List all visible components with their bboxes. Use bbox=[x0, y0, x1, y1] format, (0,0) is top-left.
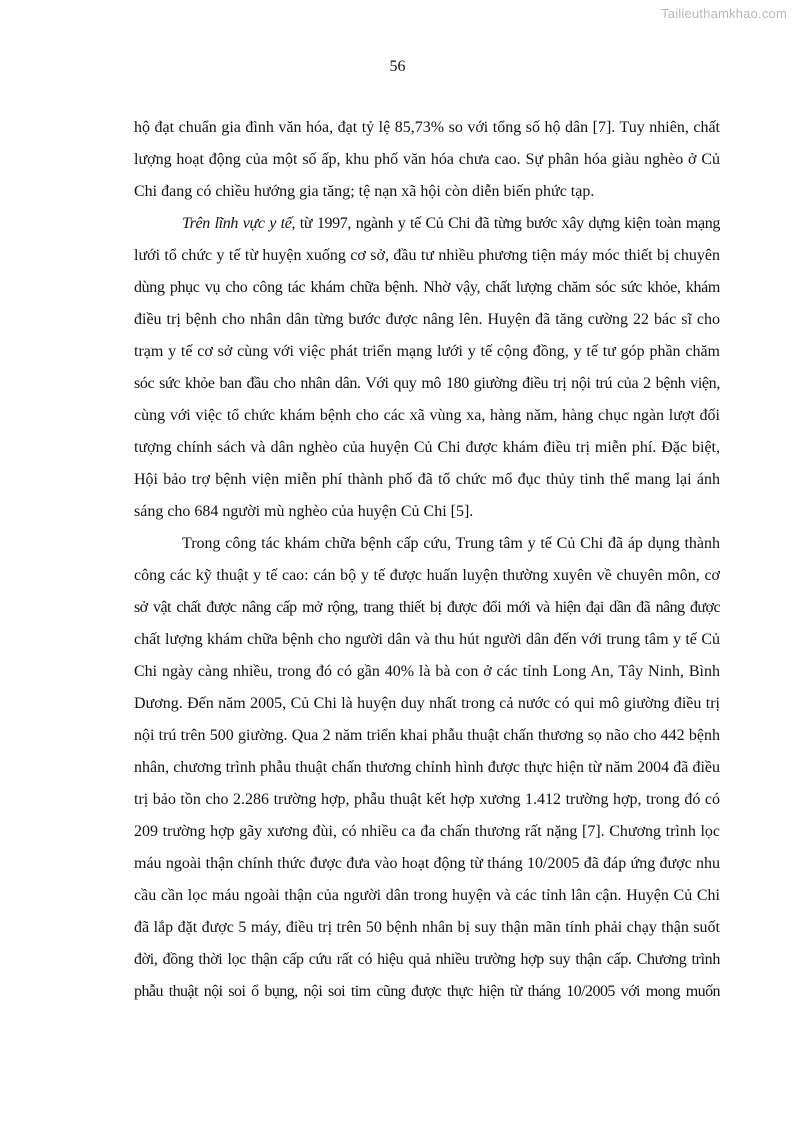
text-line: Trong công tác khám chữa bệnh cấp cứu, Trung tâm y tế Củ Chi đã áp dụng thành bbox=[182, 535, 720, 552]
text-line: sáng cho 684 người mù nghèo của huyện Củ Chi [5]. bbox=[134, 503, 474, 520]
text-line bbox=[182, 212, 720, 236]
text-line: nội trú trên 500 giường. Qua 2 năm triển khai phẫu thuật chấn thương sọ não cho 442 bệnh bbox=[134, 727, 720, 744]
text-line: lưới tổ chức y tế từ huyện xuống cơ sở, đầu tư nhiều phương tiện máy móc thiết bị chuyên bbox=[134, 247, 720, 264]
text-line: máu ngoài thận chính thức được đưa vào hoạt động từ tháng 10/2005 đã đáp ứng được nhu bbox=[134, 855, 720, 872]
text-line: 209 trường hợp gãy xương đùi, có nhiều ca đa chấn thương rất nặng [7]. Chương trình lọc bbox=[134, 823, 720, 840]
text-line: hộ đạt chuẩn gia đình văn hóa, đạt tỷ lệ 85,73% so với tổng số hộ dân [7]. Tuy nhiên, chất bbox=[134, 119, 720, 136]
watermark: Tailieuthamkhao.com bbox=[661, 6, 787, 21]
text-line: điều trị bệnh cho nhân dân từng bước được nâng lên. Huyện đã tăng cường 22 bác sĩ cho bbox=[134, 311, 720, 328]
text-line: Chi ngày càng nhiều, trong đó có gần 40% là bà con ở các tỉnh Long An, Tây Ninh, Bình bbox=[134, 663, 720, 680]
text-line: cầu cần lọc máu ngoài thận của người dân trong huyện và các tỉnh lân cận. Huyện Củ Chi bbox=[134, 887, 720, 904]
text-line: đời, đồng thời lọc thận cấp cứu rất có hiệu quả nhiều trường hợp suy thận cấp. Chương trình bbox=[134, 951, 720, 968]
text-line: cùng với việc tổ chức khám bệnh cho các xã vùng xa, hàng năm, hàng chục ngàn lượt đối bbox=[134, 407, 720, 424]
text-line: trạm y tế cơ sở cùng với việc phát triển mạng lưới y tế cộng đồng, y tế tư góp phần chăm bbox=[134, 343, 720, 360]
text-line: tượng chính sách và dân nghèo của huyện Củ Chi được khám điều trị miễn phí. Đặc biệt, bbox=[134, 439, 720, 456]
page-number: 56 bbox=[389, 58, 406, 75]
text-line: trị bảo tồn cho 2.286 trường hợp, phẫu thuật kết hợp xương 1.412 trường hợp, trong đó có bbox=[134, 791, 720, 808]
text-line: nhân, chương trình phẫu thuật chấn thương chỉnh hình được thực hiện từ năm 2004 đã điều bbox=[134, 759, 720, 776]
text-line: sóc sức khỏe ban đầu cho nhân dân. Với quy mô 180 giường điều trị nội trú của 2 bệnh viện, bbox=[134, 375, 720, 392]
text-line: phẫu thuật nội soi ổ bụng, nội soi tim cũng được thực hiện từ tháng 10/2005 với mong muốn bbox=[134, 983, 720, 1000]
text-line: đã lắp đặt được 5 máy, điều trị trên 50 bệnh nhân bị suy thận mãn tính phải chạy thận suốt bbox=[134, 919, 720, 936]
text-line: dùng phục vụ cho công tác khám chữa bệnh. Nhờ vậy, chất lượng chăm sóc sức khỏe, khám bbox=[134, 279, 720, 296]
text-line-rest: , từ 1997, ngành y tế Củ Chi đã từng bước xây dựng kiện toàn mạng bbox=[291, 215, 720, 232]
text-line: Dương. Đến năm 2005, Củ Chi là huyện duy nhất trong cả nước có qui mô giường điều trị bbox=[134, 695, 720, 712]
text-line: Chi đang có chiều hướng gia tăng; tệ nạn xã hội còn diễn biến phức tạp. bbox=[134, 183, 595, 200]
text-line: lượng hoạt động của một số ấp, khu phố văn hóa chưa cao. Sự phân hóa giàu nghèo ở Củ bbox=[134, 151, 720, 168]
text-line: công các kỹ thuật y tế cao: cán bộ y tế được huấn luyện thường xuyên về chuyên môn, cơ bbox=[134, 567, 720, 584]
text-line: chất lượng khám chữa bệnh cho người dân và thu hút người dân đến với trung tâm y tế Củ bbox=[134, 631, 720, 648]
italic-lead: Trên lĩnh vực y tế bbox=[182, 215, 292, 232]
text-line: sở vật chất được nâng cấp mở rộng, trang thiết bị được đổi mới và hiện đại dần đã nâng được bbox=[134, 599, 720, 616]
text-line: Hội bảo trợ bệnh viện miễn phí thành phố đã tổ chức mổ đục thủy tinh thể mang lại ánh bbox=[134, 471, 720, 488]
